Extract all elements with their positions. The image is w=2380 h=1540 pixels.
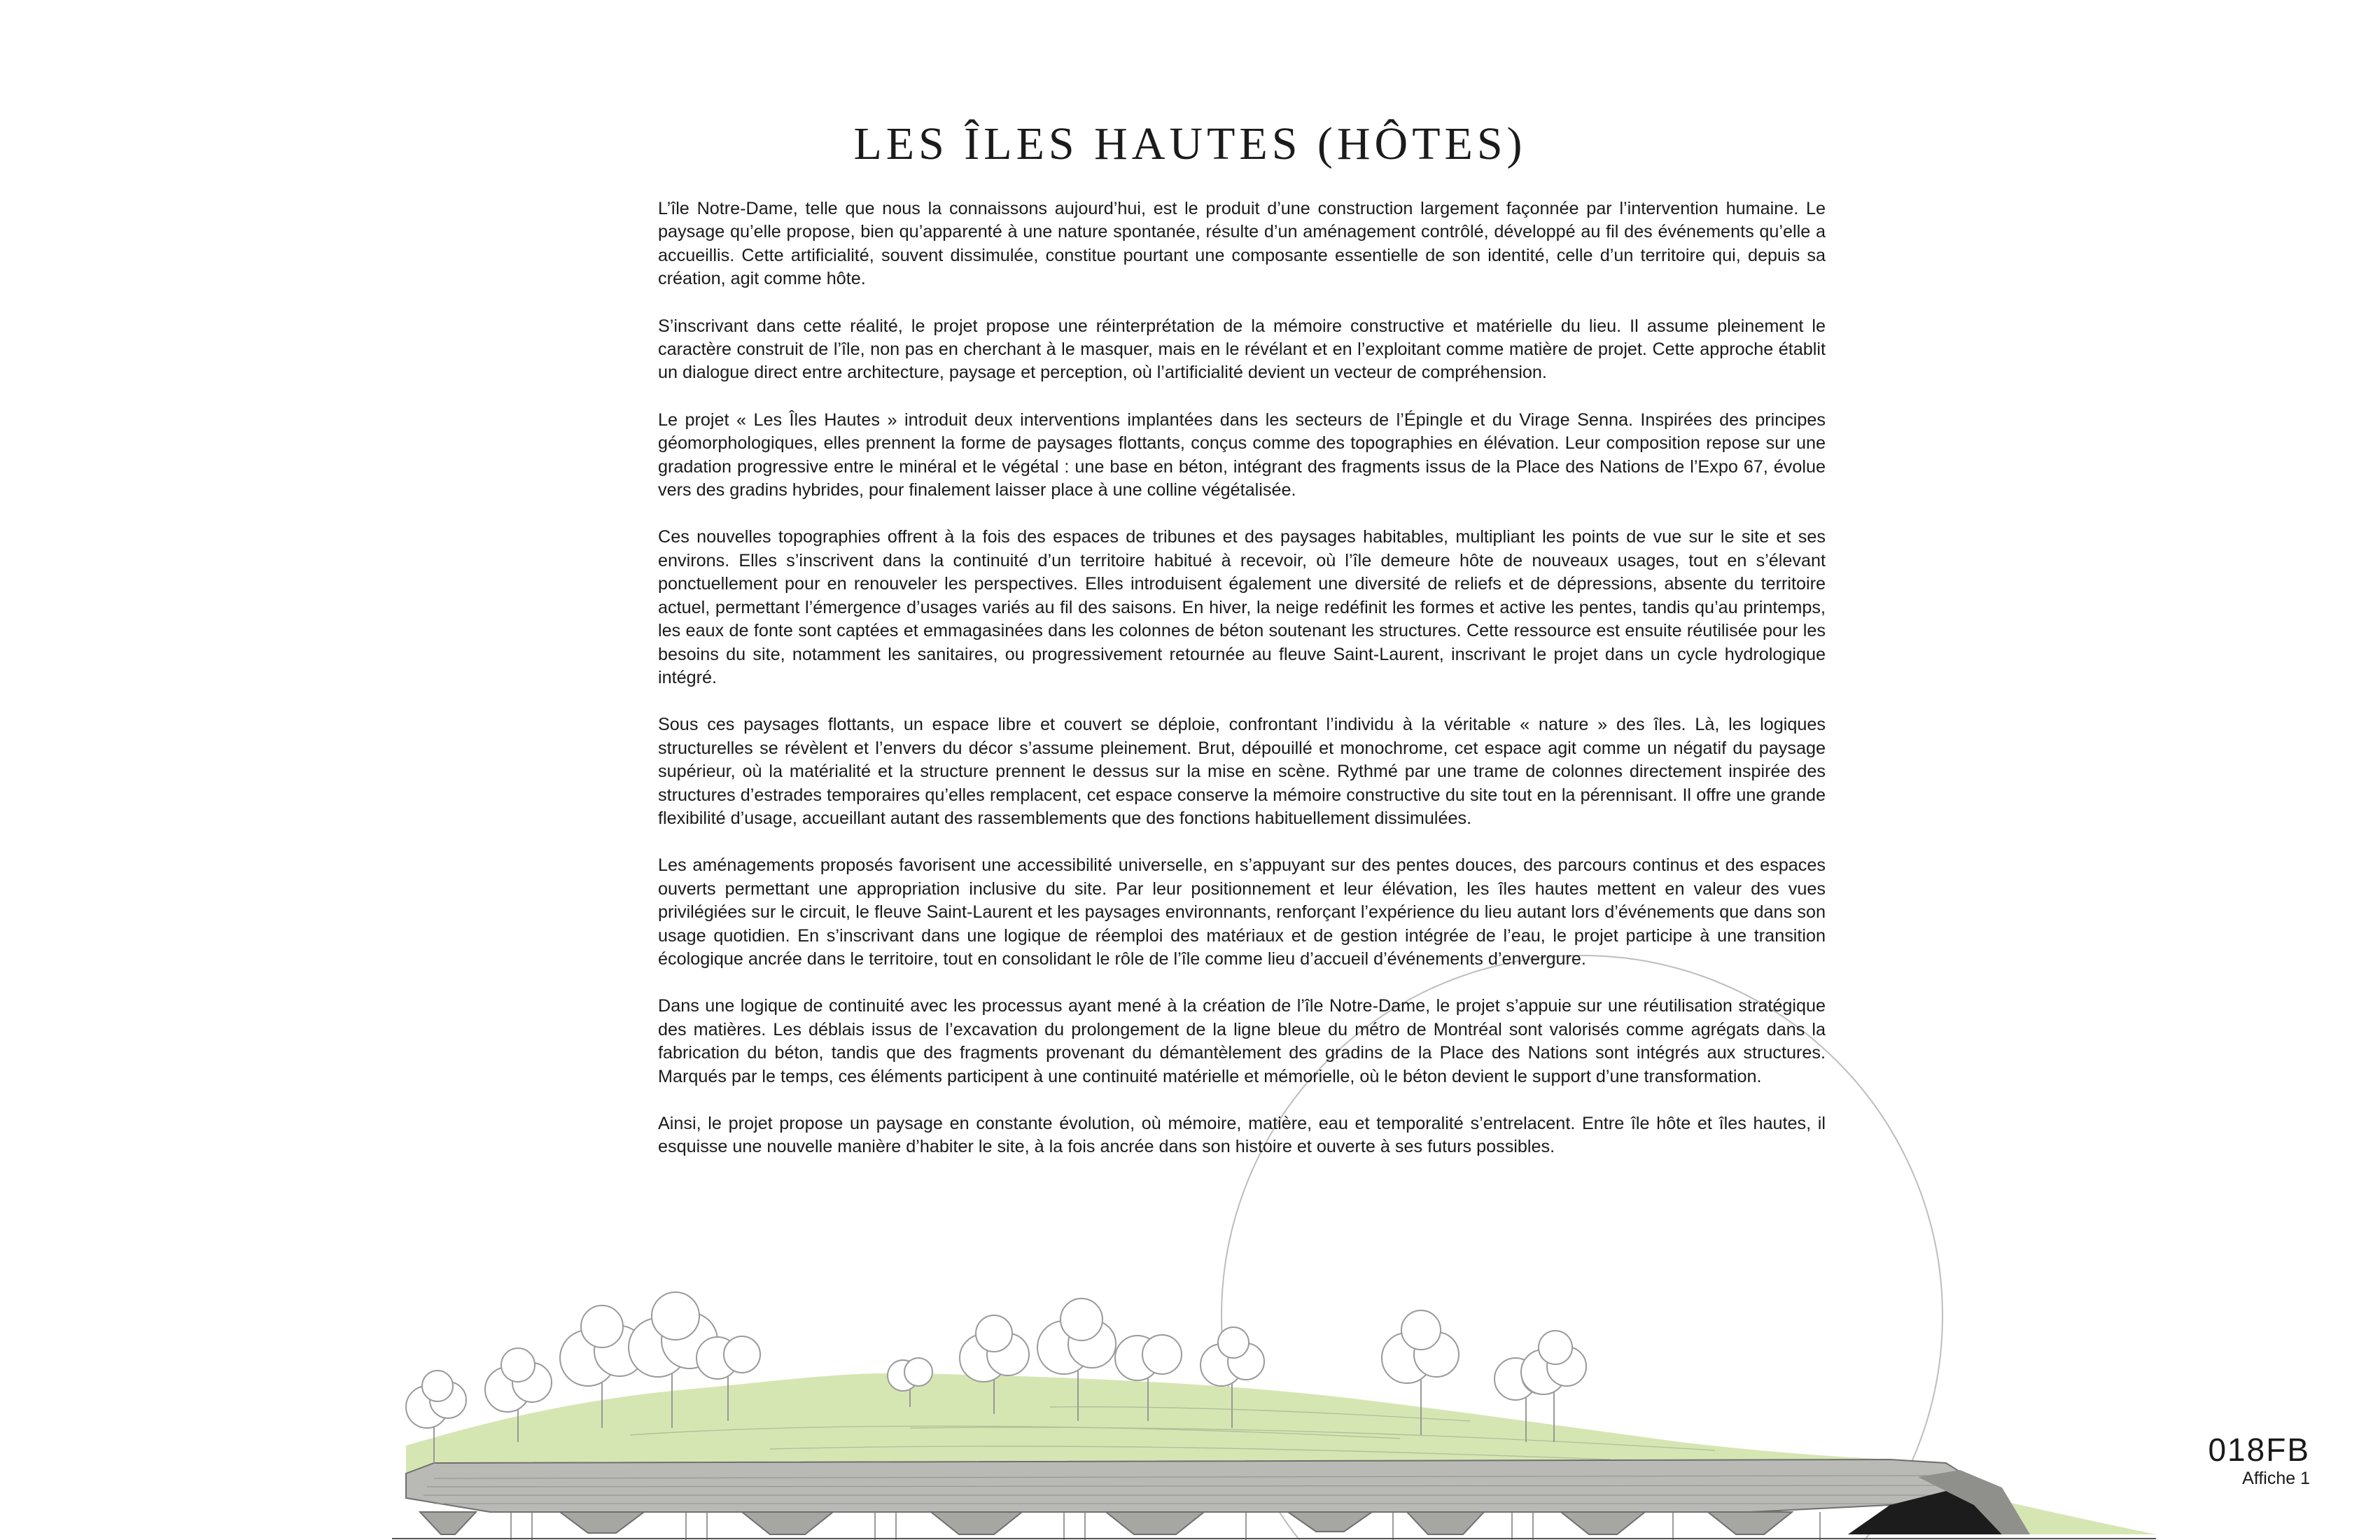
tree-icon <box>1494 1357 1558 1442</box>
tree-icon <box>1115 1335 1182 1421</box>
body-text <box>658 197 1826 1183</box>
underground-void <box>1848 1491 2002 1534</box>
tree-icon <box>696 1336 760 1421</box>
tree-group <box>406 1292 1586 1463</box>
tree-icon <box>1037 1298 1116 1421</box>
paragraph: Dans une logique de continuité avec les processus ayant mené à la création de l’île Notre-Dame, le projet s’appuie sur une réutilisation stratégique des matières. Les déblais issus de l’excavation du prolongement de la ligne bleue du métro de Montréal sont valorisés comme agrégats dans la fabrication du béton, tandis que des fragments provenant du démantèlement des gradins de la Place des Nations sont intégrés aux structures. Marqués par le temps, ces éléments participent à une continuité matérielle et mémorielle, où le béton devient le support d’une transformation. <box>658 996 1826 1086</box>
green-hill <box>406 1373 1890 1474</box>
paragraph: Sous ces paysages flottants, un espace libre et couvert se déploie, confrontant l’individu à la véritable « nature » des îles. Là, les logiques structurelles se révèlent et l’envers du décor s’assume pleinement. Brut, dépouillé et monochrome, cet espace agit comme un négatif du paysage supérieur, où la matérialité et la structure prennent le dessus sur la mise en scène. Rythmé par une trame de colonnes directement inspirée des structures d’estrades temporaires qu’elles remplacent, cet espace conserve la mémoire constructive du site tout en la pérennisant. Il offre une grande flexibilité d’usage, accueillant autant des rassemblements que des fonctions habituellement dissimulées. <box>658 715 1826 828</box>
paragraph: Ces nouvelles topographies offrent à la fois des espaces de tribunes et des paysages habitables, multipliant les points de vue sur le site et ses environs. Elles s’inscrivent dans la continuité d’un territoire habitué à recevoir, où l’île demeure hôte de nouveaux usages, tout en s’élevant ponctuellement pour en renouveler les perspectives. Elles introduisent également une diversité de reliefs et de dépressions, absente du territoire actuel, permettant l’émergence d’usages variés au fil des saisons. En hiver, la neige redéfinit les formes et active les pentes, tandis qu’au printemps, les eaux de fonte sont captées et emmagasinées dans les colonnes de béton soutenant les structures. Cette ressource est ensuite réutilisée pour les besoins du site, notamment les sanitaires, ou progressivement retournée au fleuve Saint-Laurent, inscrivant le projet dans un cycle hydrologique intégré. <box>658 527 1826 687</box>
paragraph: Les aménagements proposés favorisent une accessibilité universelle, en s’appuyant sur des pentes douces, des parcours continus et des espaces ouverts permettant une appropriation inclusive du site. Par leur positionnement et leur élévation, les îles hautes mettent en valeur des vues privilégiées sur le circuit, le fleuve Saint-Laurent et les paysages environnants, renforçant l’expérience du lieu autant lors d’événements que dans son usage quotidien. En s’inscrivant dans une logique de réemploi des matériaux et de gestion intégrée de l’eau, le projet participe à une transition écologique ancrée dans le territoire, tout en consolidant le rôle de l’île comme lieu d’accueil d’événements d’envergure. <box>658 855 1826 969</box>
tree-icon <box>1382 1310 1459 1435</box>
paragraph: S’inscrivant dans cette réalité, le projet propose une réinterprétation de la mémoire constructive et matérielle du lieu. Il assume pleinement le caractère construit de l’île, non pas en cherchant à le masquer, mais en le révélant et en l’exploitant comme matière de projet. Cette approche établit un dialogue direct entre architecture, paysage et perception, où l’artificialité devient un vecteur de compréhension. <box>658 316 1826 383</box>
sheet-label <box>2208 1432 2310 1489</box>
tree-icon <box>1200 1327 1264 1428</box>
tree-icon <box>1521 1331 1586 1442</box>
tree-icon <box>629 1292 718 1428</box>
paragraph: Le projet « Les Îles Hautes » introduit deux interventions implantées dans les secteurs de l’Épingle et du Virage Senna. Inspirées des principes géomorphologiques, elles prennent la forme de paysages flottants, conçus comme des topographies en élévation. Leur composition repose sur une gradation progressive entre le minéral et le végétal : une base en béton, intégrant des fragments issus de la Place des Nations de l’Expo 67, évolue vers des gradins hybrides, pour finalement laisser place à une colline végétalisée. <box>658 410 1826 500</box>
tree-icon <box>560 1306 645 1428</box>
paragraph: L’île Notre-Dame, telle que nous la connaissons aujourd’hui, est le produit d’une construction largement façonnée par l’intervention humaine. Le paysage qu’elle propose, bien qu’apparenté à une nature spontanée, résulte d’un aménagement contrôlé, développé au fil des événements qu’elle a accueillis. Cette artificialité, souvent dissimulée, constitue pourtant une composante essentielle de son identité, celle d’un territoire qui, depuis sa création, agit comme hôte. <box>658 199 1826 289</box>
tree-icon <box>406 1371 466 1463</box>
project-code: 018FB <box>2208 1432 2310 1468</box>
tree-icon <box>960 1315 1029 1414</box>
tree-icon <box>888 1358 932 1407</box>
tree-icon <box>485 1348 552 1442</box>
paragraph: Ainsi, le projet propose un paysage en constante évolution, où mémoire, matière, eau et temporalité s’entrelacent. Entre île hôte et îles hautes, il esquisse une nouvelle manière d’habiter le site, à la fois ancrée dans son histoire et ouverte à ses futurs possibles. <box>658 1114 1826 1157</box>
concrete-slab <box>406 1460 2002 1512</box>
page-title: LES ÎLES HAUTES (HÔTES) <box>853 118 1527 169</box>
sheet-number: Affiche 1 <box>2242 1469 2310 1488</box>
